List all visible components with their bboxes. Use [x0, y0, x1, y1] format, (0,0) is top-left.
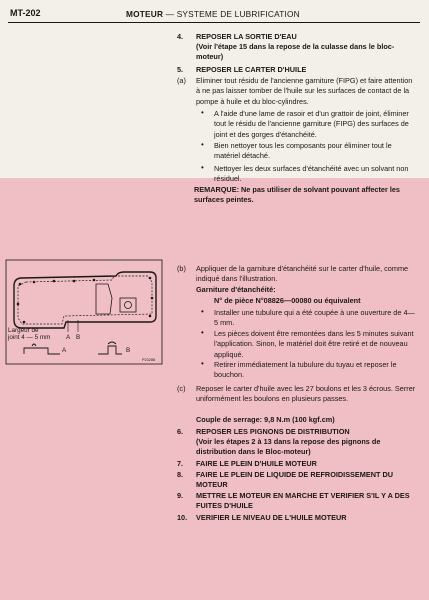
page-header-title: [126, 9, 300, 19]
bolt-hole: [19, 283, 22, 286]
detail-a-sketch: [24, 348, 60, 354]
sub-b-label: (b): [177, 264, 186, 273]
bolt-hole: [149, 277, 152, 280]
callout-b-label: B: [76, 334, 81, 341]
bolt-hole: [23, 321, 26, 324]
step-8-number: 8.: [177, 470, 184, 479]
bolt-hole: [149, 315, 152, 318]
subsection-title: SYSTEME DE LUBRIFICATION: [176, 9, 300, 19]
header-rule: [8, 22, 420, 23]
remark-note: REMARQUE: Ne pas utiliser de solvant pouvant affecter les surfaces peintes.: [194, 185, 400, 205]
step-6-note: (Voir les étapes 2 à 13 dans la repose des pignons de distribution dans le Bloc-moteur): [196, 437, 381, 457]
step-8-title: FAIRE LE PLEIN DE LIQUIDE DE REFROIDISSEMENT DU MOTEUR: [196, 470, 394, 490]
sub-b-bullet-3: Retirer immédiatement la tubulure du tuyau et reposer le bouchon.: [214, 360, 397, 380]
sub-a-bullet-3: Nettoyer les deux surfaces d'étanchéité avec un solvant non résiduel.: [214, 164, 409, 184]
bolt-hole: [73, 280, 76, 283]
section-title: MOTEUR: [126, 9, 164, 19]
sub-a-bullet-1: A l'aide d'une lame de rasoir et d'un grattoir de joint, éliminer tout le résidu de l'ancienne garniture (FIPG) des surfaces de joint et des gorges d'étanchéité.: [214, 109, 409, 139]
bolt-hole: [53, 280, 56, 283]
step-6-title: REPOSER LES PIGNONS DE DISTRIBUTION: [196, 427, 350, 436]
bolt-hole: [151, 297, 154, 300]
step-10-number: 10.: [177, 513, 188, 522]
bolt-hole: [17, 303, 20, 306]
detail-b-sketch: [98, 346, 122, 354]
sub-b-bullet-2: Les pièces doivent être remontées dans les 5 minutes suivant l'application. Sinon, le matériel doit être retiré et de nouveau appliqué.: [214, 329, 414, 359]
step-6-number: 6.: [177, 427, 184, 436]
sub-c-label: (c): [177, 384, 186, 393]
callout-a-label: A: [66, 334, 71, 341]
drain-plug-boss: [120, 298, 136, 312]
sealant-title: Garniture d'étanchéité:: [196, 285, 276, 294]
sub-b-text: Appliquer de la garniture d'étanchéité sur le carter d'huile, comme indiqué dans l'illustration.: [196, 264, 409, 284]
bolt-hole: [93, 279, 96, 282]
figure-code: P23288: [142, 358, 156, 362]
bullet-dot: •: [201, 163, 204, 172]
step-5-title: REPOSER LE CARTER D'HUILE: [196, 65, 307, 74]
step-4-title: REPOSER LA SORTIE D'EAU: [196, 32, 297, 41]
sub-c-text: Reposer le carter d'huile avec les 27 boulons et les 3 écrous. Serrer uniformément les boulons en plusieurs passes.: [196, 384, 416, 404]
bullet-dot: •: [201, 108, 204, 117]
sub-a-text: Eliminer tout résidu de l'ancienne garniture (FIPG) et faire attention à ne pas laisser tomber de l'huile sur les surfaces de contact de la pompe à huile et du bloc-cylindres.: [196, 76, 413, 106]
bullet-dot: •: [201, 328, 204, 337]
bullet-dot: •: [201, 359, 204, 368]
torque-spec: Couple de serrage: 9,8 N.m (100 kgf.cm): [196, 415, 335, 424]
oil-pan-sealant-diagram: [4, 258, 164, 366]
oil-pan-outline: [14, 272, 156, 328]
step-9-number: 9.: [177, 491, 184, 500]
step-4-number: 4.: [177, 32, 184, 41]
page-code: MT-202: [10, 8, 41, 18]
step-7-number: 7.: [177, 459, 184, 468]
gasket-width-label-2: joint 4 — 5 mm: [8, 334, 51, 341]
drain-plug: [125, 302, 132, 309]
step-7-title: FAIRE LE PLEIN D'HUILE MOTEUR: [196, 459, 317, 468]
header-dash: —: [165, 9, 175, 19]
detail-b-label: B: [126, 347, 131, 354]
sub-b-bullet-1: Installer une tubulure qui a été coupée à une ouverture de 4—5 mm.: [214, 308, 415, 328]
oil-pan-sump: [96, 284, 112, 314]
sub-a-bullet-2: Bien nettoyer tous les composants pour éliminer tout le matériel détaché.: [214, 141, 392, 161]
step-4-note: (Voir l'étape 15 dans la repose de la culasse dans le bloc-moteur): [196, 42, 395, 62]
sealant-bead-line: [18, 276, 152, 324]
step-10-title: VERIFIER LE NIVEAU DE L'HUILE MOTEUR: [196, 513, 347, 522]
step-9-title: METTRE LE MOTEUR EN MARCHE ET VERIFIER S'IL Y A DES FUITES D'HUILE: [196, 491, 410, 511]
sub-a-label: (a): [177, 76, 186, 85]
step-5-number: 5.: [177, 65, 184, 74]
detail-b-bead: [108, 342, 116, 344]
bolt-hole: [33, 281, 36, 284]
detail-a-bead: [32, 344, 36, 346]
bullet-dot: •: [201, 307, 204, 316]
detail-a-label: A: [62, 347, 67, 354]
sealant-part-number: N° de pièce N°08826—00080 ou équivalent: [214, 296, 361, 305]
bullet-dot: •: [201, 140, 204, 149]
gasket-width-label-1: Largeur de: [8, 327, 39, 334]
